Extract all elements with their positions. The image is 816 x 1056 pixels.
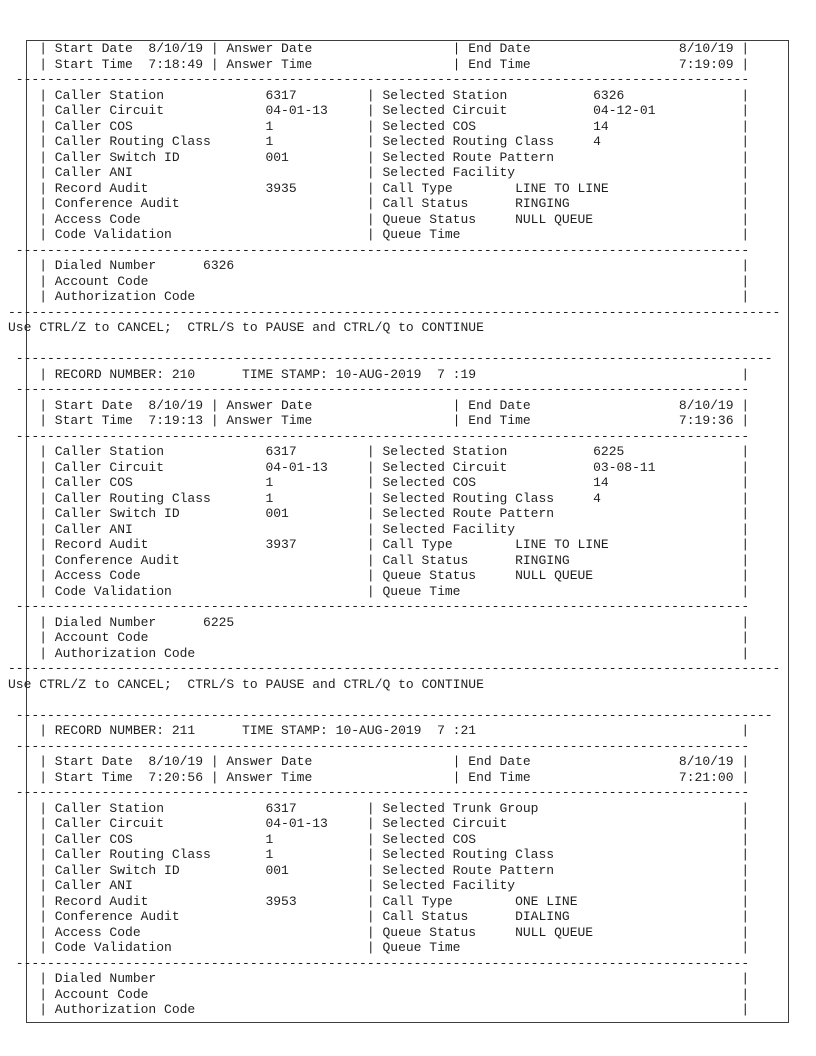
record-separator-line: ------------------------------------------------------------------------------------------------- (8, 351, 773, 366)
field-line: | Caller Routing Class 1 | Selected Routing Class | (8, 847, 750, 862)
field-line: | Dialed Number 6326 | (8, 258, 750, 273)
record-separator-line: ---------------------------------------------------------------------------------------------- (8, 428, 750, 444)
field-line: | Record Audit 3935 | Call Type LINE TO LINE | (8, 180, 750, 196)
field-line: | Caller COS 1 | Selected COS 14 | (8, 118, 750, 134)
record-separator-line: ------------------------------------------------------------------------------------------------- (8, 707, 773, 723)
field-line: | Caller COS 1 | Selected COS 14 | (8, 475, 750, 490)
field-line: | Access Code | Queue Status NULL QUEUE | (8, 211, 750, 227)
field-line: | Access Code | Queue Status NULL QUEUE | (8, 924, 750, 940)
field-line: | Account Code | (8, 273, 750, 289)
field-line: | Caller Switch ID 001 | Selected Route Pattern | (8, 506, 750, 521)
blank-line (8, 336, 780, 352)
field-line: | Start Date 8/10/19 | Answer Date | End Date 8/10/19 | (8, 754, 750, 769)
field-line: | Caller Switch ID 001 | Selected Route Pattern | (8, 149, 750, 165)
record-separator-line: ---------------------------------------------------------------------------------------------- (8, 785, 750, 800)
blank-line (8, 692, 780, 708)
field-line: | Start Date 8/10/19 | Answer Date | End Date 8/10/19 | (8, 41, 750, 56)
field-line: | Caller Routing Class 1 | Selected Routing Class 4 | (8, 134, 750, 149)
field-line: | Caller Circuit 04-01-13 | Selected Circuit 03-08-11 | (8, 459, 750, 475)
record-separator-line: ---------------------------------------------------------------------------------------------- (8, 599, 750, 614)
cdr-terminal-output (8, 41, 780, 1018)
field-line: | Conference Audit | Call Status DIALING | (8, 909, 750, 924)
field-line: | Record Audit 3953 | Call Type ONE LINE | (8, 893, 750, 909)
field-line: | Authorization Code | (8, 645, 750, 661)
field-line: | Caller Circuit 04-01-13 | Selected Circuit | (8, 816, 750, 831)
field-line: | Dialed Number 6225 | (8, 614, 750, 630)
record-header-line: | RECORD NUMBER: 210 TIME STAMP: 10-AUG-2019 7 :19 | (8, 366, 750, 382)
field-line: | Start Date 8/10/19 | Answer Date | End Date 8/10/19 | (8, 397, 750, 413)
field-line: | Conference Audit | Call Status RINGING | (8, 552, 750, 568)
field-line: | Start Time 7:18:49 | Answer Time | End Time 7:19:09 | (8, 56, 750, 72)
field-line: | Caller Station 6317 | Selected Trunk Group | (8, 800, 750, 816)
field-line: | Code Validation | Queue Time | (8, 227, 750, 242)
field-line: | Caller ANI | Selected Facility | (8, 165, 750, 180)
field-line: | Authorization Code | (8, 1002, 750, 1017)
field-line: | Caller Station 6317 | Selected Station 6225 | (8, 444, 750, 459)
record-separator-line: ---------------------------------------------------------------------------------------------- (8, 955, 750, 971)
record-separator-line: ---------------------------------------------------------------------------------------------- (8, 72, 750, 87)
pause-hint-line: Use CTRL/Z to CANCEL; CTRL/S to PAUSE and CTRL/Q to CONTINUE (8, 676, 484, 692)
record-separator-line: --------------------------------------------------------------------------------------------------- (8, 661, 781, 676)
field-line: | Account Code | (8, 630, 750, 645)
field-line: | Caller COS 1 | Selected COS | (8, 831, 750, 847)
field-line: | Code Validation | Queue Time | (8, 940, 750, 955)
field-line: | Conference Audit | Call Status RINGING | (8, 196, 750, 211)
field-line: | Caller Circuit 04-01-13 | Selected Circuit 04-12-01 | (8, 103, 750, 118)
record-header-line: | RECORD NUMBER: 211 TIME STAMP: 10-AUG-2019 7 :21 | (8, 723, 750, 738)
pause-hint-line: Use CTRL/Z to CANCEL; CTRL/S to PAUSE and CTRL/Q to CONTINUE (8, 320, 484, 335)
record-separator-line: ---------------------------------------------------------------------------------------------- (8, 382, 750, 397)
field-line: | Start Time 7:20:56 | Answer Time | End Time 7:21:00 | (8, 769, 750, 785)
record-separator-line: ---------------------------------------------------------------------------------------------- (8, 738, 750, 754)
field-line: | Account Code | (8, 986, 750, 1002)
field-line: | Caller Station 6317 | Selected Station 6326 | (8, 87, 750, 103)
field-line: | Caller Switch ID 001 | Selected Route Pattern | (8, 862, 750, 878)
field-line: | Dialed Number | (8, 971, 750, 986)
field-line: | Caller Routing Class 1 | Selected Routing Class 4 | (8, 490, 750, 506)
field-line: | Authorization Code | (8, 289, 750, 304)
field-line: | Record Audit 3937 | Call Type LINE TO LINE | (8, 537, 750, 552)
field-line: | Start Time 7:19:13 | Answer Time | End Time 7:19:36 | (8, 413, 750, 428)
field-line: | Code Validation | Queue Time | (8, 583, 750, 599)
record-separator-line: ---------------------------------------------------------------------------------------------- (8, 242, 750, 258)
field-line: | Caller ANI | Selected Facility | (8, 878, 750, 893)
field-line: | Caller ANI | Selected Facility | (8, 521, 750, 537)
record-separator-line: --------------------------------------------------------------------------------------------------- (8, 304, 781, 320)
field-line: | Access Code | Queue Status NULL QUEUE | (8, 568, 750, 583)
